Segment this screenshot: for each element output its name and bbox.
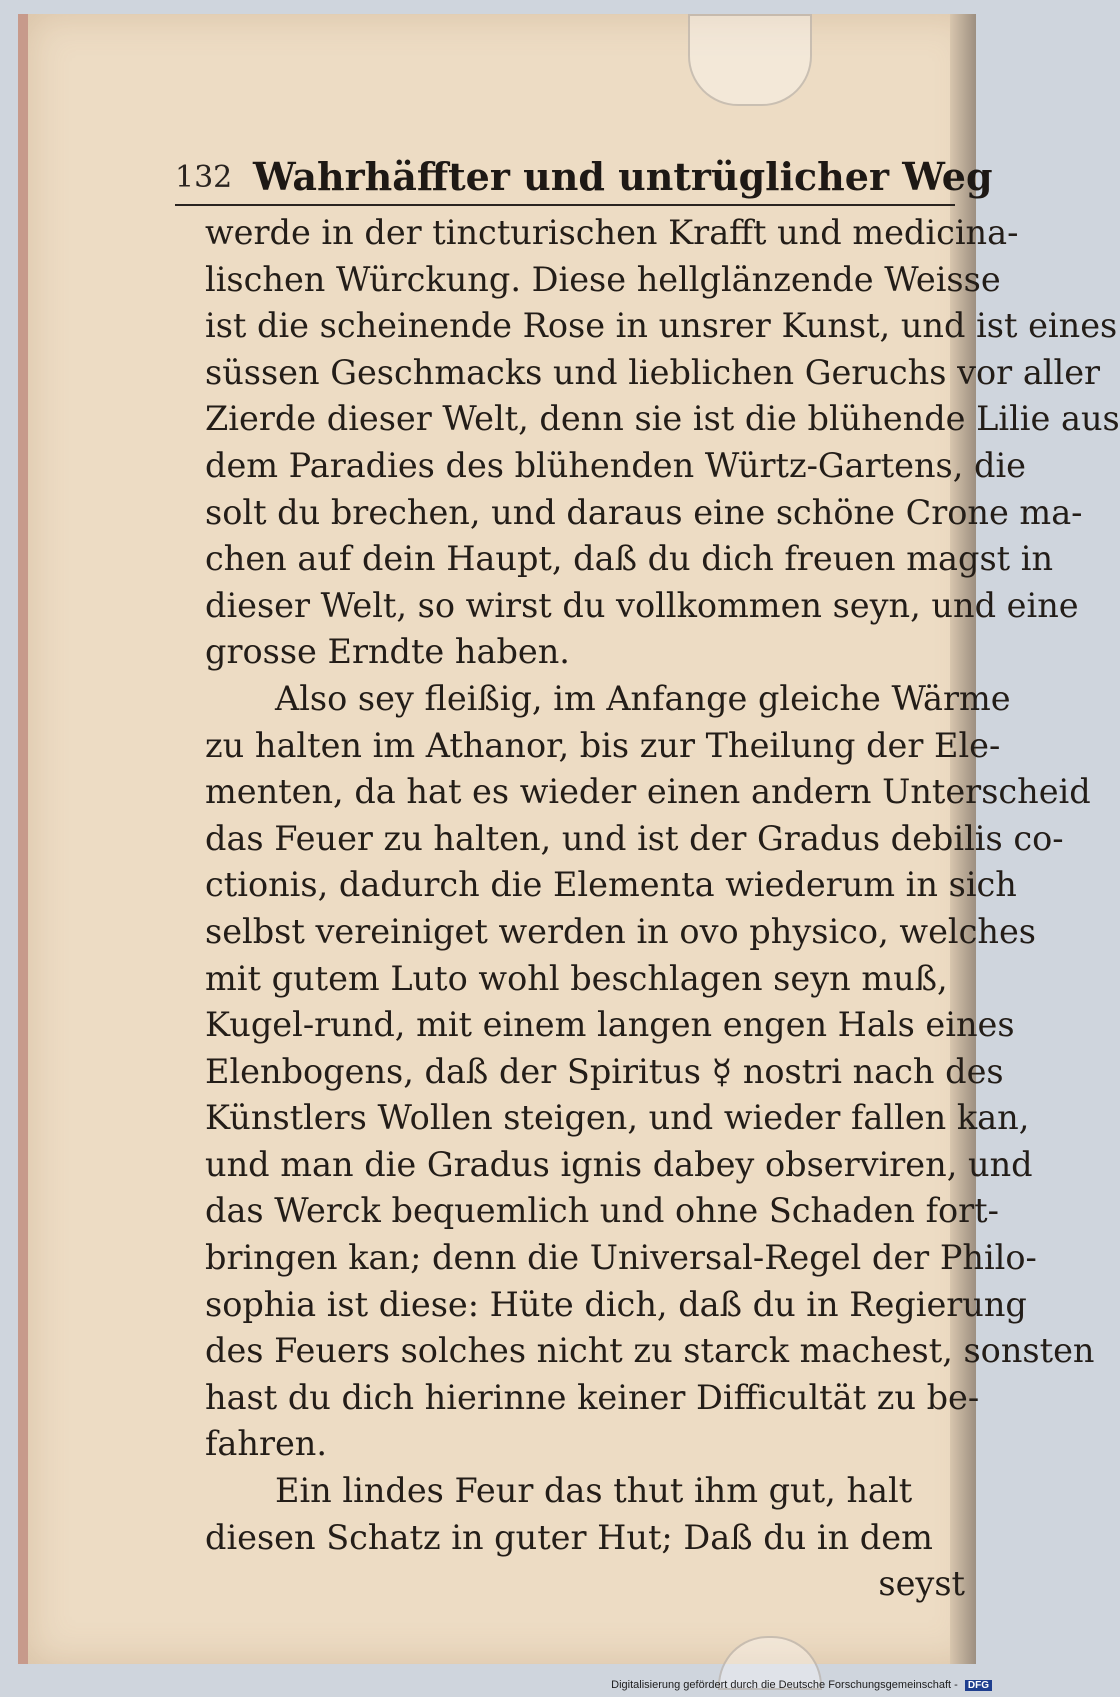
text-line: sophia ist diese: Hüte dich, daß du in Regierung: [205, 1284, 1027, 1324]
text-line: diesen Schatz in guter Hut; Daß du in dem: [205, 1517, 933, 1557]
text-line: mit gutem Luto wohl beschlagen seyn muß,: [205, 958, 948, 998]
page-number: 132: [175, 160, 233, 195]
text-line: ist die scheinende Rose in unsrer Kunst, und ist eines: [205, 306, 1118, 346]
dfg-logo: DFG: [965, 1680, 992, 1691]
text-line: das Werck bequemlich und ohne Schaden fort-: [205, 1191, 999, 1231]
text-line: dieser Welt, so wirst du vollkommen seyn, und eine: [205, 585, 1079, 625]
page-clip-top: [688, 14, 812, 106]
text-line: Kugel-rund, mit einem langen engen Hals eines: [205, 1005, 1015, 1045]
text-line: ctionis, dadurch die Elementa wiederum in sich: [205, 865, 1017, 905]
digitization-credit: [611, 1679, 992, 1691]
text-line: dem Paradies des blühenden Würtz-Gartens, die: [205, 445, 1026, 485]
text-line: Künstlers Wollen steigen, und wieder fallen kan,: [205, 1098, 1030, 1138]
text-line: Elenbogens, daß der Spiritus ☿ nostri nach des: [205, 1051, 1004, 1091]
text-line: menten, da hat es wieder einen andern Unterscheid: [205, 772, 1091, 812]
text-line: solt du brechen, und daraus eine schöne Crone ma-: [205, 492, 1083, 532]
catchword: seyst: [878, 1564, 965, 1604]
verse-start-line: Ein lindes Feur das thut ihm gut, halt: [275, 1471, 913, 1511]
text-line: lischen Würckung. Diese hellglänzende Weisse: [205, 259, 1001, 299]
body-text: [205, 210, 1120, 1608]
text-line: grosse Erndte haben.: [205, 632, 570, 672]
text-line: hast du dich hierinne keiner Difficultät zu be-: [205, 1377, 980, 1417]
text-line: des Feuers solches nicht zu starck machest, sonsten: [205, 1331, 1095, 1371]
text-line: werde in der tincturischen Krafft und medicina-: [205, 213, 1019, 252]
text-line: bringen kan; denn die Universal-Regel der Philo-: [205, 1238, 1037, 1278]
text-line: zu halten im Athanor, bis zur Theilung der Ele-: [205, 725, 1001, 765]
text-line: fahren.: [205, 1424, 328, 1464]
text-line: Zierde dieser Welt, denn sie ist die blühende Lilie aus: [205, 399, 1120, 439]
text-line: das Feuer zu halten, und ist der Gradus debilis co-: [205, 818, 1064, 858]
paragraph-start-line: Also sey fleißig, im Anfange gleiche Wärme: [275, 678, 1011, 718]
credit-text: Digitalisierung gefördert durch die Deutsche Forschungsgemeinschaft -: [611, 1679, 958, 1691]
running-title: Wahrhäffter und untrüglicher Weg: [253, 154, 993, 199]
text-line: chen auf dein Haupt, daß du dich freuen magst in: [205, 539, 1054, 579]
text-line: süssen Geschmacks und lieblichen Geruchs vor aller: [205, 352, 1101, 392]
text-line: und man die Gradus ignis dabey observiren, und: [205, 1144, 1033, 1184]
text-line: selbst vereiniget werden in ovo physico, welches: [205, 911, 1036, 951]
page-header: [175, 150, 993, 206]
